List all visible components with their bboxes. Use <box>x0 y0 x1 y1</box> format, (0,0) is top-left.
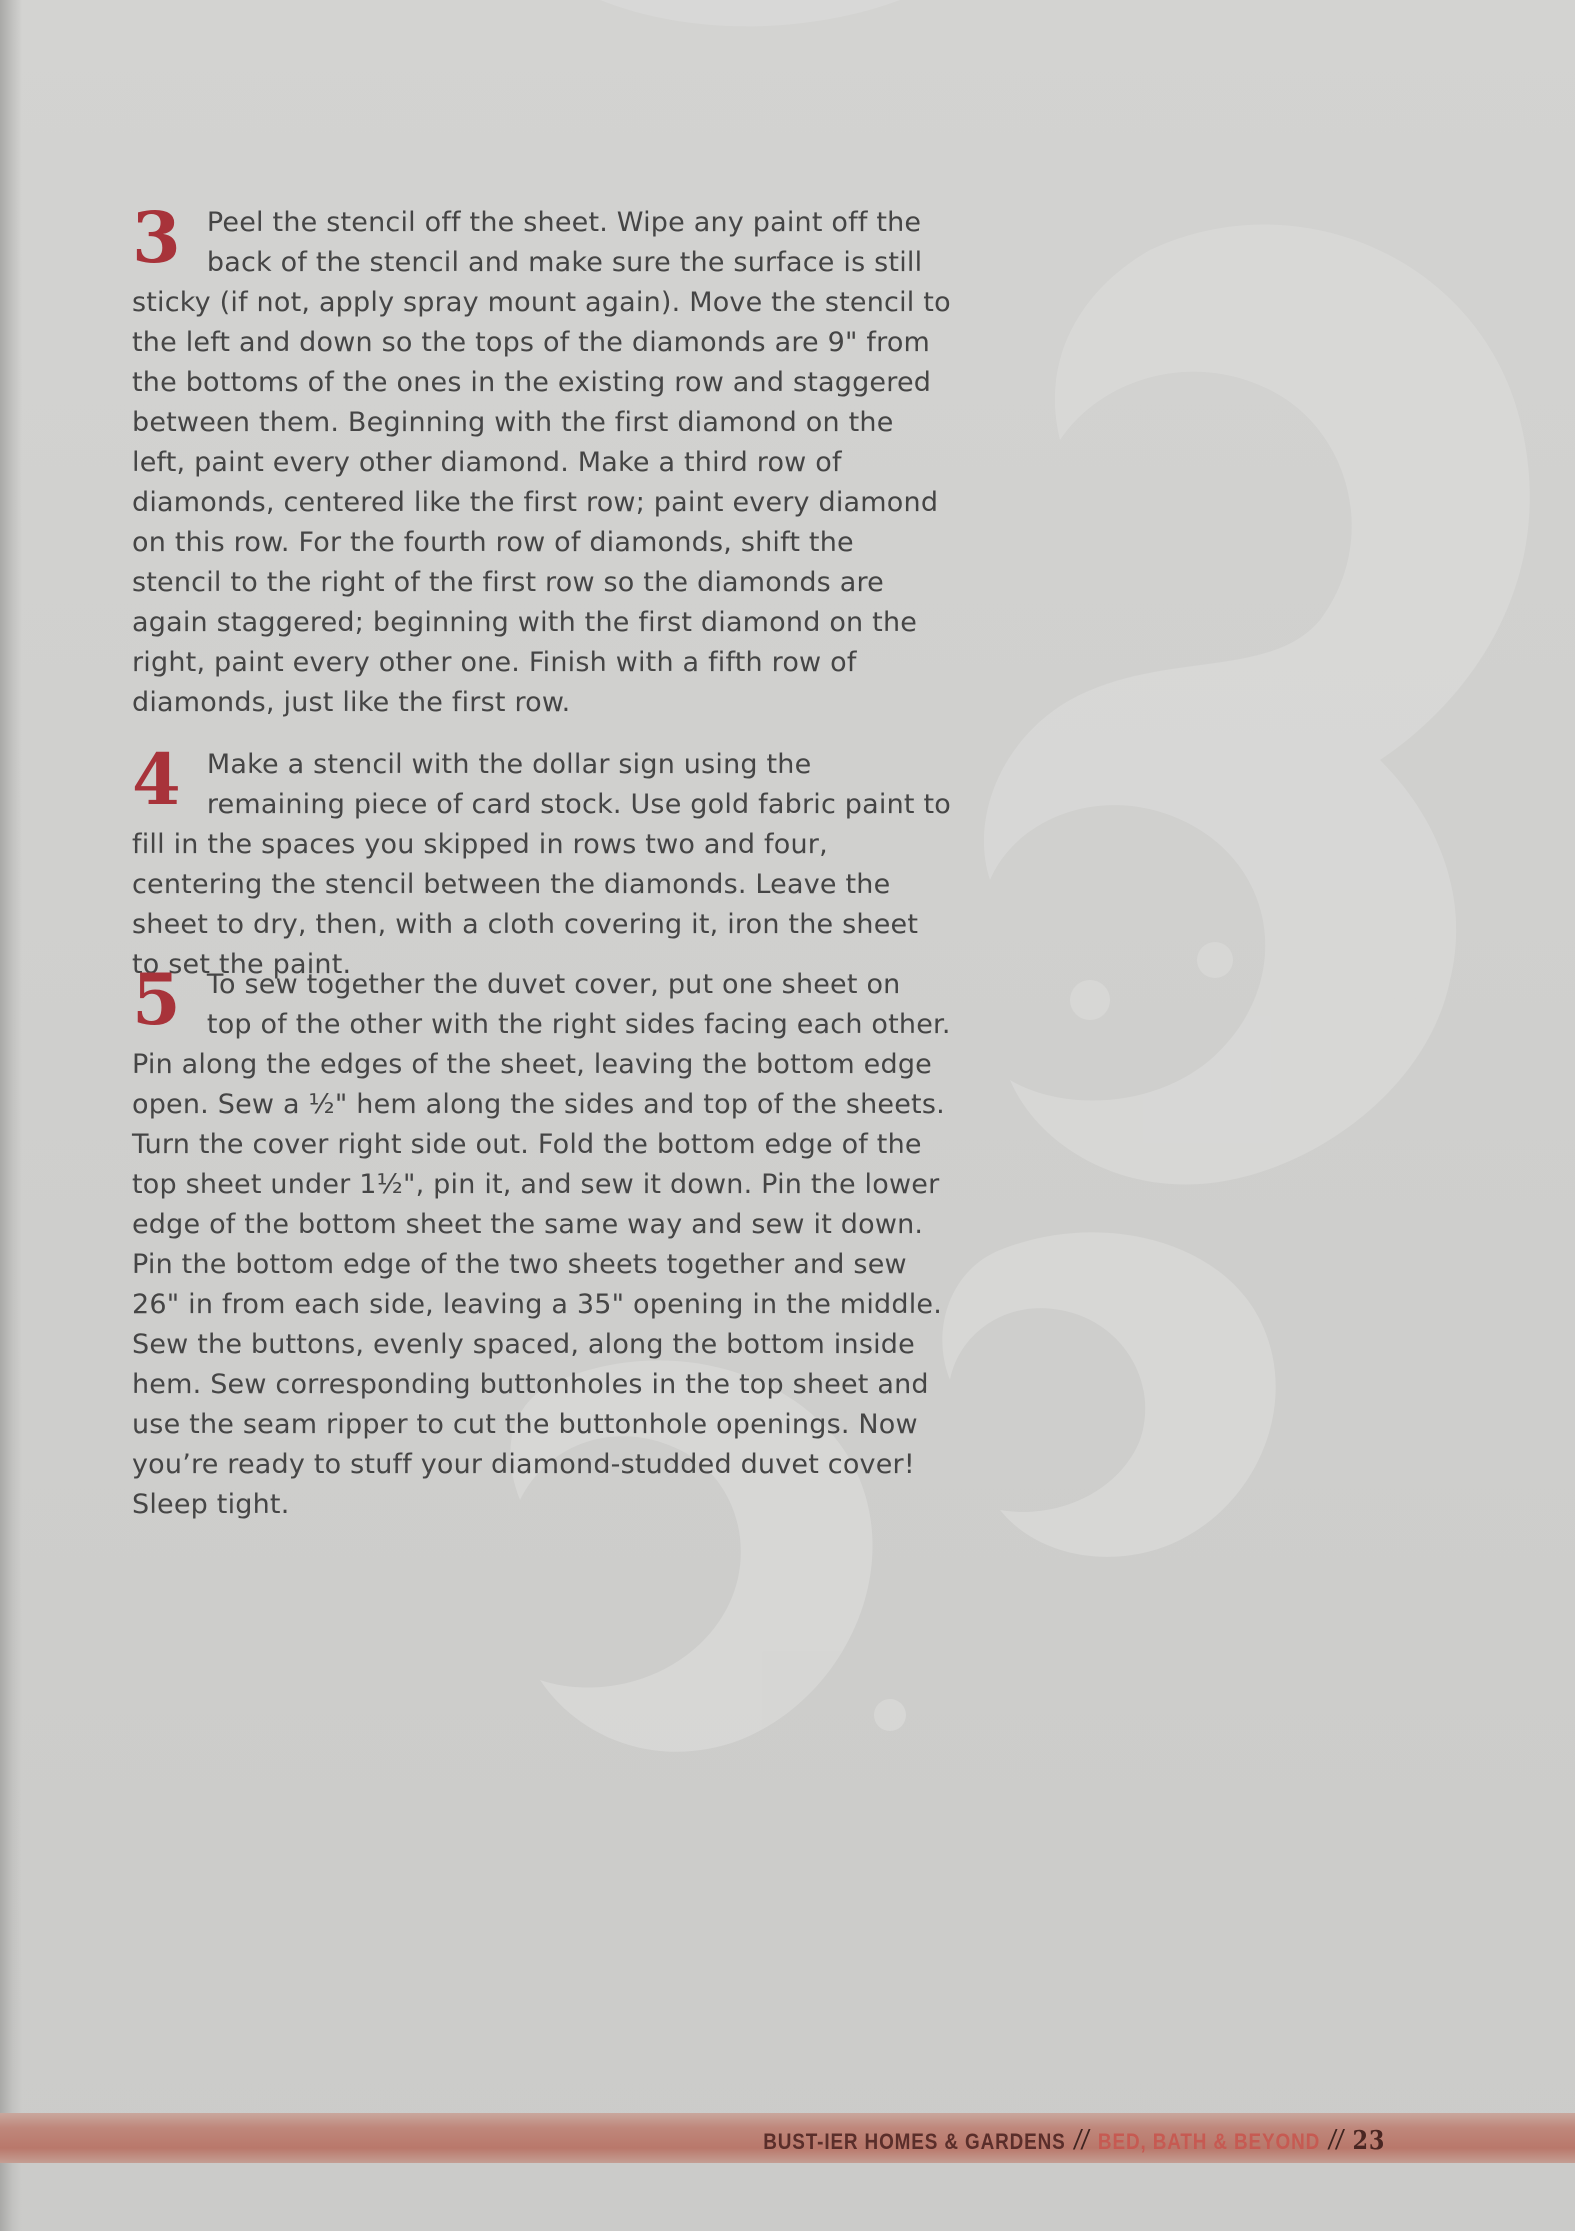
step-text: Make a stencil with the dollar sign using the remaining piece of card stock. Use gold fabric paint to fill in the spaces you skipped in rows two and four, centering the stencil between the diamonds. Leave the sheet to dry, then, with a cloth covering it, iron the sheet to set the paint. <box>132 749 951 980</box>
footer-book-title: BUST-IER HOMES & GARDENS <box>762 2129 1066 2154</box>
instruction-step-4 <box>132 738 952 985</box>
step-text: Peel the stencil off the sheet. Wipe any paint off the back of the stencil and make sure the surface is still sticky (if not, apply spray mount again). Move the stencil to the left and down so the tops of the diamonds are 9" from the bottoms of the ones in the existing row and staggered between them. Beginning with the first diamond on the left, paint every other diamond. Make a third row of diamonds, centered like the first row; paint every diamond on this row. For the fourth row of diamonds, shift the stencil to the right of the first row so the diamonds are again staggered; beginning with the first diamond on the right, paint every other one. Finish with a fifth row of diamonds, just like the first row. <box>132 207 951 718</box>
step-number: 3 <box>132 196 181 279</box>
footer-separator: // <box>1073 2124 1090 2155</box>
footer-separator: // <box>1328 2124 1344 2155</box>
step-number: 5 <box>132 958 181 1041</box>
instruction-step-3 <box>132 196 952 723</box>
footer-section-title: BED, BATH & BEYOND <box>1097 2129 1320 2154</box>
step-number: 4 <box>132 738 181 821</box>
instruction-step-5 <box>132 958 952 1525</box>
step-text: To sew together the duvet cover, put one sheet on top of the other with the right sides facing each other. Pin along the edges of the sheet, leaving the bottom edge open. Sew a ½" hem along the sides and top of the sheets. Turn the cover right side out. Fold the bottom edge of the top sheet under 1½", pin it, and sew it down. Pin the lower edge of the bottom sheet the same way and sew it down. Pin the bottom edge of the two sheets together and sew 26" in from each side, leaving a 35" opening in the middle. Sew the buttons, evenly spaced, along the bottom inside hem. Sew corresponding buttonholes in the top sheet and use the seam ripper to cut the buttonhole openings. Now you’re ready to stuff your diamond-studded duvet cover! Sleep tight. <box>132 969 951 1520</box>
page-number: 23 <box>1352 2126 1385 2156</box>
running-footer <box>763 2124 1385 2156</box>
